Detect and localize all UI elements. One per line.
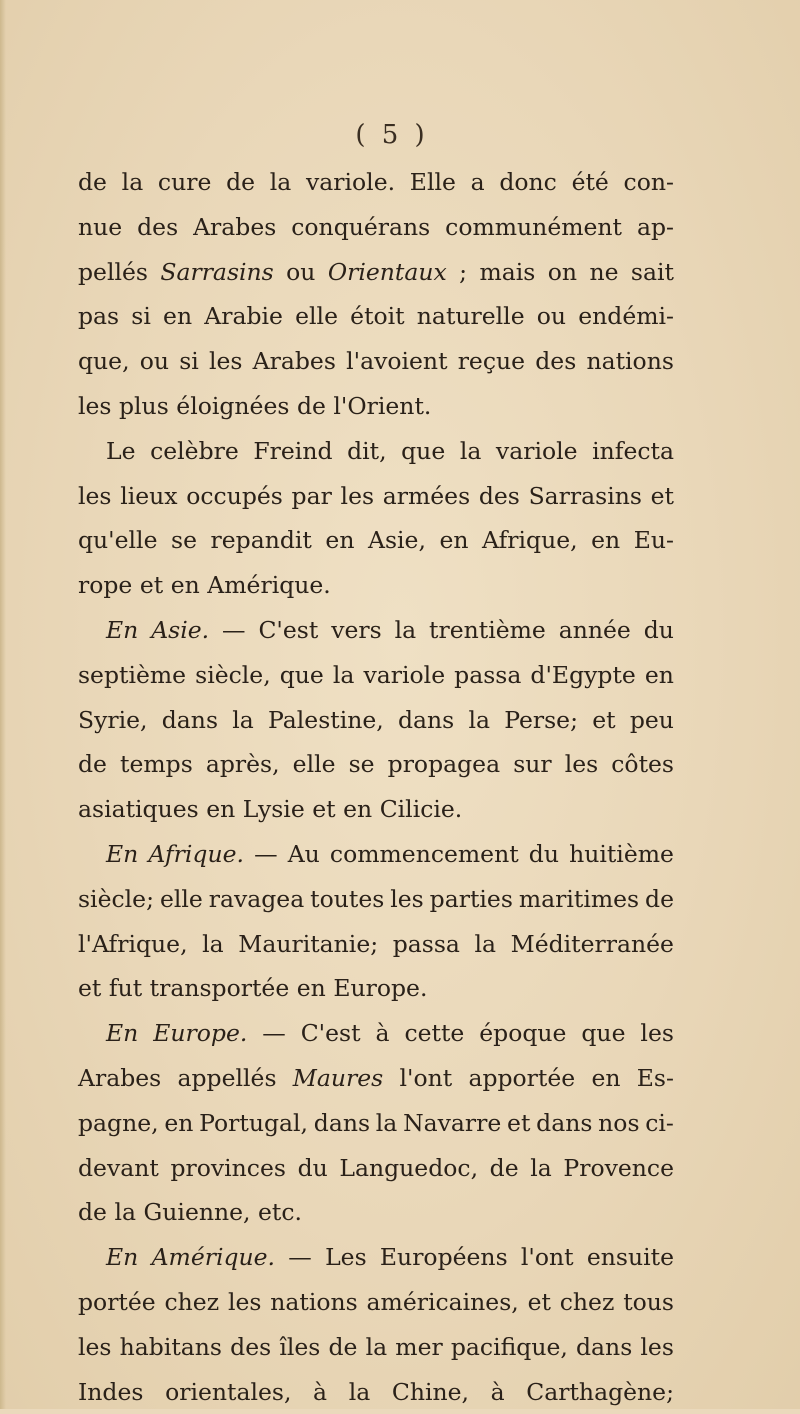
word: la bbox=[468, 705, 490, 734]
word: l'ont bbox=[520, 1243, 574, 1272]
word: de bbox=[489, 1153, 519, 1182]
word: de bbox=[226, 168, 256, 196]
word: pagne, bbox=[78, 1108, 159, 1137]
word: en bbox=[325, 526, 355, 555]
text-line bbox=[78, 1101, 674, 1146]
text-line bbox=[78, 294, 674, 339]
word: maritimes bbox=[518, 884, 640, 913]
word: dans bbox=[161, 705, 218, 734]
text-line bbox=[78, 384, 674, 429]
text-line bbox=[78, 518, 674, 563]
word: Es- bbox=[636, 1063, 674, 1092]
text-line bbox=[78, 653, 674, 698]
word: etc. bbox=[258, 1198, 302, 1227]
word: les bbox=[390, 884, 424, 913]
text-line bbox=[78, 742, 674, 787]
word: la bbox=[114, 1198, 136, 1227]
text-line bbox=[78, 698, 674, 743]
text-line bbox=[78, 1056, 674, 1101]
word: en bbox=[591, 1063, 621, 1092]
word: américaines, bbox=[366, 1287, 519, 1316]
word: après, bbox=[205, 750, 280, 779]
text-line bbox=[78, 1325, 674, 1370]
word: des bbox=[230, 1332, 272, 1361]
word: et bbox=[650, 481, 674, 510]
word: en bbox=[343, 795, 373, 824]
word: la bbox=[474, 929, 497, 958]
text-line bbox=[78, 1190, 674, 1235]
page-edge-shadow bbox=[0, 0, 6, 1409]
word: — bbox=[262, 1019, 286, 1048]
word: de bbox=[296, 391, 326, 420]
word: les bbox=[227, 1287, 262, 1316]
word: conquérans bbox=[291, 212, 431, 241]
word: Orientaux bbox=[327, 257, 447, 286]
word: apportée bbox=[468, 1063, 576, 1092]
word: dans bbox=[397, 705, 455, 734]
text-line bbox=[78, 205, 674, 250]
text-line bbox=[78, 1235, 674, 1280]
word: ou bbox=[536, 302, 567, 331]
word: Maures bbox=[292, 1063, 384, 1092]
word: la bbox=[232, 705, 254, 734]
word: la bbox=[459, 436, 482, 465]
word: en bbox=[206, 795, 236, 824]
word: les bbox=[340, 481, 375, 510]
word: Portugal, bbox=[199, 1108, 309, 1137]
word: Guienne, bbox=[143, 1198, 251, 1227]
word: Europe. bbox=[153, 1019, 248, 1048]
word: en bbox=[170, 571, 200, 600]
word: trentième bbox=[429, 615, 546, 644]
word: pellés bbox=[78, 257, 148, 286]
word: la bbox=[394, 615, 417, 644]
word: elle bbox=[159, 884, 203, 913]
word: variole bbox=[495, 436, 578, 465]
word: et bbox=[507, 1108, 531, 1137]
word: mer bbox=[395, 1332, 443, 1361]
word: Freind bbox=[253, 436, 333, 465]
word: les bbox=[564, 750, 599, 779]
word: ou bbox=[286, 257, 316, 286]
word: reçue bbox=[457, 347, 526, 376]
word: En bbox=[106, 1019, 139, 1048]
word: en bbox=[296, 974, 326, 1003]
word: et bbox=[592, 705, 616, 734]
page-number: ( 5 ) bbox=[355, 120, 429, 150]
word: nue bbox=[78, 212, 123, 241]
text-line bbox=[78, 787, 674, 832]
word: des bbox=[137, 212, 179, 241]
word: passa bbox=[454, 660, 522, 689]
word: les bbox=[640, 1332, 674, 1361]
word: à bbox=[490, 1377, 505, 1406]
word: Arabes bbox=[252, 347, 336, 376]
word: Europe. bbox=[333, 974, 428, 1003]
word: cette bbox=[404, 1019, 465, 1048]
word: que bbox=[279, 660, 324, 689]
word: Syrie, bbox=[78, 705, 148, 734]
word: Afrique. bbox=[148, 839, 244, 868]
word: ; bbox=[459, 257, 468, 286]
word: ravagea bbox=[208, 884, 305, 913]
word: C'est bbox=[300, 1019, 361, 1048]
word: en bbox=[644, 660, 674, 689]
word: que, bbox=[78, 347, 130, 376]
word: communément bbox=[445, 212, 622, 241]
word: de bbox=[78, 750, 107, 779]
word: par bbox=[291, 481, 332, 510]
word: Perse; bbox=[504, 705, 579, 734]
word: donc bbox=[499, 168, 557, 196]
word: — bbox=[222, 615, 246, 644]
word: asiatiques bbox=[78, 795, 199, 824]
word: la bbox=[375, 1108, 398, 1137]
word: a bbox=[470, 168, 485, 196]
word: transportée bbox=[149, 974, 290, 1003]
word: Asie. bbox=[151, 615, 210, 644]
word: orientales, bbox=[165, 1377, 292, 1406]
word: Afrique, bbox=[482, 526, 578, 555]
text-line bbox=[78, 160, 674, 205]
word: qu'elle bbox=[78, 526, 158, 555]
word: et bbox=[312, 795, 336, 824]
word: celèbre bbox=[150, 436, 239, 465]
word: sait bbox=[630, 257, 674, 286]
word: si bbox=[131, 302, 151, 331]
text-line bbox=[78, 1146, 674, 1191]
word: parties bbox=[429, 884, 513, 913]
word: l'Afrique, bbox=[78, 929, 188, 958]
word: repandit bbox=[210, 526, 312, 555]
word: en bbox=[591, 526, 621, 555]
word: tous bbox=[623, 1287, 674, 1316]
word: En bbox=[106, 615, 139, 644]
word: toutes bbox=[310, 884, 385, 913]
word: temps bbox=[120, 750, 193, 779]
word: Chine, bbox=[391, 1377, 469, 1406]
word: de bbox=[645, 884, 674, 913]
word: pacifique, bbox=[450, 1332, 568, 1361]
word: en bbox=[439, 526, 469, 555]
word: Méditerranée bbox=[510, 929, 674, 958]
word: ci- bbox=[645, 1108, 674, 1137]
word: Au bbox=[287, 839, 320, 868]
word: passa bbox=[392, 929, 460, 958]
text-line bbox=[78, 1011, 674, 1056]
word: dans bbox=[313, 1108, 371, 1137]
word: du bbox=[643, 615, 674, 644]
word: propagea bbox=[387, 750, 501, 779]
word: les bbox=[78, 1332, 112, 1361]
word: En bbox=[106, 1243, 139, 1272]
word: que bbox=[401, 436, 446, 465]
word: si bbox=[179, 347, 199, 376]
word: Cilicie. bbox=[379, 795, 463, 824]
word: Lysie bbox=[242, 795, 305, 824]
word: en bbox=[163, 302, 193, 331]
text-line bbox=[78, 877, 674, 922]
text-line bbox=[78, 1370, 674, 1414]
word: Arabie bbox=[204, 302, 283, 331]
word: C'est bbox=[258, 615, 319, 644]
word: appellés bbox=[177, 1063, 277, 1092]
word: nations bbox=[586, 347, 674, 376]
word: Languedoc, bbox=[339, 1153, 479, 1182]
word: habitans bbox=[119, 1332, 222, 1361]
word: à bbox=[313, 1377, 328, 1406]
word: Provence bbox=[563, 1153, 674, 1182]
word: chez bbox=[559, 1287, 615, 1316]
word: ou bbox=[139, 347, 170, 376]
word: année bbox=[558, 615, 631, 644]
word: se bbox=[171, 526, 197, 555]
word: époque bbox=[479, 1019, 567, 1048]
word: elle bbox=[295, 302, 338, 331]
word: cure bbox=[157, 168, 212, 196]
word: Sarrasins bbox=[160, 257, 274, 286]
word: Les bbox=[325, 1243, 367, 1272]
word: l'Orient. bbox=[333, 391, 432, 420]
word: — bbox=[254, 839, 278, 868]
word: Amérique. bbox=[151, 1243, 276, 1272]
word: naturelle bbox=[416, 302, 525, 331]
word: sur bbox=[513, 750, 552, 779]
word: mais bbox=[479, 257, 536, 286]
word: dans bbox=[536, 1108, 593, 1137]
text-line bbox=[78, 608, 674, 653]
word: Arabes bbox=[193, 212, 277, 241]
word: septième bbox=[78, 660, 187, 689]
word: éloignées bbox=[176, 391, 290, 420]
word: siècle; bbox=[78, 884, 154, 913]
word: Indes bbox=[78, 1377, 144, 1406]
text-line bbox=[78, 339, 674, 384]
word: plus bbox=[119, 391, 169, 420]
word: étoit bbox=[350, 302, 405, 331]
text-line bbox=[78, 922, 674, 967]
word: occupés bbox=[186, 481, 283, 510]
body-text bbox=[78, 160, 674, 1414]
word: con- bbox=[623, 168, 674, 196]
word: de bbox=[78, 1198, 107, 1227]
word: îles bbox=[279, 1332, 321, 1361]
word: que bbox=[581, 1019, 626, 1048]
word: huitième bbox=[569, 839, 674, 868]
word: rope bbox=[78, 571, 133, 600]
word: d'Egypte bbox=[530, 660, 636, 689]
text-line bbox=[78, 474, 674, 519]
word: du bbox=[528, 839, 559, 868]
word: ne bbox=[589, 257, 619, 286]
word: les bbox=[78, 481, 112, 510]
text-line bbox=[78, 832, 674, 877]
word: Mauritanie; bbox=[238, 929, 379, 958]
word: variole bbox=[363, 660, 446, 689]
word: commencement bbox=[329, 839, 519, 868]
word: l'avoient bbox=[346, 347, 448, 376]
word: chez bbox=[164, 1287, 220, 1316]
word: Carthagène; bbox=[526, 1377, 674, 1406]
word: Européens bbox=[379, 1243, 508, 1272]
word: Asie, bbox=[367, 526, 426, 555]
word: Le bbox=[106, 436, 136, 465]
word: siècle, bbox=[195, 660, 271, 689]
word: côtes bbox=[611, 750, 674, 779]
word: variole. bbox=[306, 168, 396, 196]
word: ap- bbox=[636, 212, 674, 241]
word: Arabes bbox=[78, 1063, 162, 1092]
word: — bbox=[288, 1243, 312, 1272]
word: lieux bbox=[120, 481, 178, 510]
word: et bbox=[527, 1287, 551, 1316]
word: En bbox=[106, 839, 139, 868]
word: de bbox=[328, 1332, 358, 1361]
word: la bbox=[348, 1377, 371, 1406]
word: des bbox=[478, 481, 520, 510]
word: infecta bbox=[592, 436, 674, 465]
word: ensuite bbox=[586, 1243, 674, 1272]
word: la bbox=[365, 1332, 388, 1361]
word: été bbox=[571, 168, 609, 196]
word: Palestine, bbox=[268, 705, 384, 734]
word: la bbox=[269, 168, 292, 196]
word: les bbox=[209, 347, 243, 376]
text-line bbox=[78, 966, 674, 1011]
word: Navarre bbox=[403, 1108, 502, 1137]
word: Elle bbox=[409, 168, 456, 196]
word: de bbox=[78, 168, 107, 196]
text-line bbox=[78, 250, 674, 295]
word: les bbox=[78, 391, 112, 420]
word: dans bbox=[576, 1332, 633, 1361]
word: armées bbox=[382, 481, 471, 510]
word: à bbox=[375, 1019, 390, 1048]
word: nos bbox=[598, 1108, 640, 1137]
text-line bbox=[78, 1280, 674, 1325]
word: endémi- bbox=[578, 302, 674, 331]
word: on bbox=[547, 257, 578, 286]
word: Eu- bbox=[633, 526, 674, 555]
word: Amérique. bbox=[207, 571, 331, 600]
word: provinces bbox=[170, 1153, 286, 1182]
word: pas bbox=[78, 302, 120, 331]
word: peu bbox=[629, 705, 674, 734]
word: dit, bbox=[347, 436, 387, 465]
word: elle bbox=[292, 750, 336, 779]
word: portée bbox=[78, 1287, 156, 1316]
word: et bbox=[78, 974, 102, 1003]
word: la bbox=[530, 1153, 552, 1182]
word: devant bbox=[78, 1153, 159, 1182]
word: vers bbox=[331, 615, 382, 644]
word: la bbox=[121, 168, 144, 196]
word: fut bbox=[108, 974, 143, 1003]
text-line bbox=[78, 563, 674, 608]
word: se bbox=[348, 750, 375, 779]
word: et bbox=[139, 571, 164, 600]
text-line bbox=[78, 429, 674, 474]
word: Sarrasins bbox=[528, 481, 642, 510]
word: du bbox=[297, 1153, 328, 1182]
word: la bbox=[332, 660, 355, 689]
word: nations bbox=[270, 1287, 358, 1316]
word: les bbox=[640, 1019, 674, 1048]
word: la bbox=[202, 929, 224, 958]
word: l'ont bbox=[399, 1063, 453, 1092]
word: des bbox=[535, 347, 577, 376]
word: en bbox=[164, 1108, 194, 1137]
